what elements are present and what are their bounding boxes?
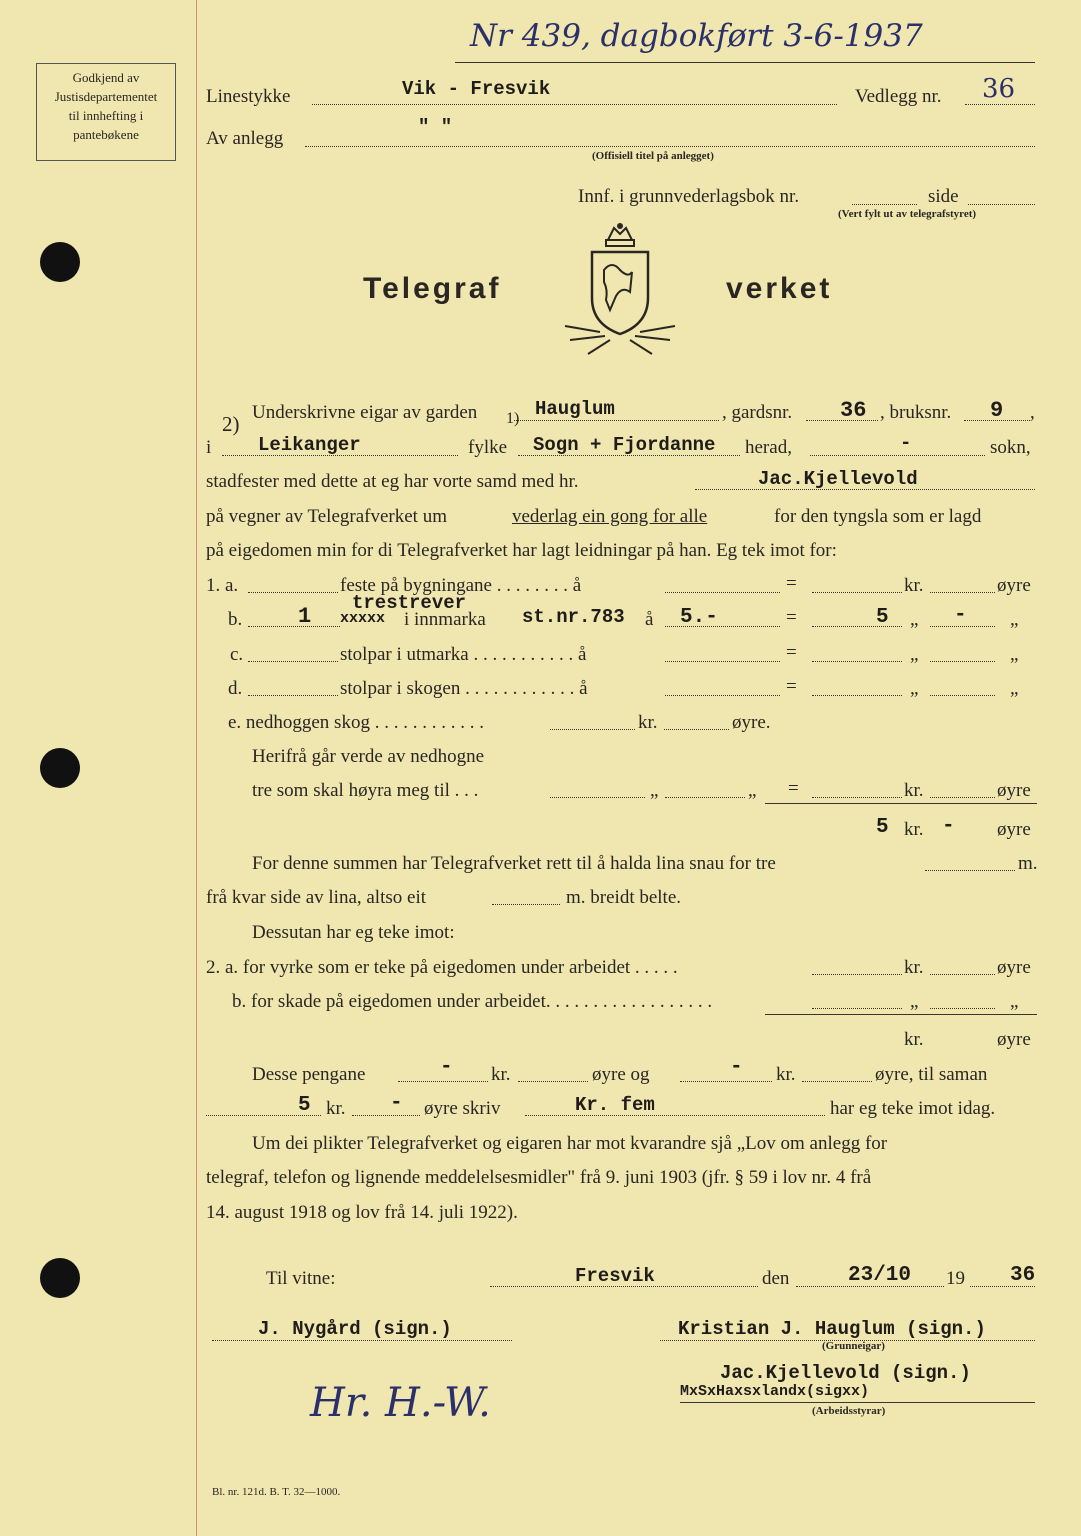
footnote-marker: 1): [506, 410, 520, 427]
row-1b-text: i innmarka: [404, 609, 486, 630]
unit-price: 5.-: [680, 606, 718, 629]
law-text-1: Um dei plikter Telegrafverket og eigaren har mot kvarandre sjå „Lov om anlegg for: [252, 1133, 888, 1154]
form-number: Bl. nr. 121d. B. T. 32—1000.: [212, 1486, 341, 1498]
fylke-value: Sogn + Fjordanne: [533, 434, 716, 456]
pole-type: trestrever: [352, 592, 467, 614]
agreement-text: stadfester med dette at eg har vorte samd med hr.: [206, 471, 579, 492]
comma: ,: [1030, 402, 1035, 423]
ditto-mark: „: [1010, 991, 1019, 1012]
linestykke-value: Vik - Fresvik: [402, 78, 551, 100]
oyre-label: øyre: [997, 575, 1031, 596]
equals: =: [786, 607, 797, 628]
additional-receipts-text: Dessutan har eg teke imot:: [252, 922, 455, 943]
received-today-text: har eg teke imot idag.: [830, 1098, 996, 1119]
equals: =: [786, 642, 797, 663]
fylke-label: fylke: [468, 437, 508, 458]
bruksnr-value: 9: [990, 398, 1004, 423]
ditto-mark: „: [650, 780, 659, 801]
gardsnr-value: 36: [840, 398, 867, 423]
innf-label: Innf. i grunnvederlagsbok nr.: [578, 186, 800, 207]
pole-count: 1: [298, 604, 312, 629]
row-1a-label: 1. a.: [206, 575, 239, 596]
oyre-label: øyre: [997, 819, 1031, 840]
vedlegg-value: 36: [982, 74, 1016, 104]
item-number-2: 2): [222, 412, 240, 436]
av-anlegg-label: Av anlegg: [206, 128, 284, 149]
punch-hole: [40, 242, 80, 282]
row-1d-text: stolpar i skogen . . . . . . . . . . . . å: [340, 678, 588, 699]
owner-role: (Grunneigar): [822, 1340, 885, 1352]
row-1b-oyre-value: -: [954, 604, 967, 627]
punch-hole: [40, 748, 80, 788]
deduction-text-2: tre som skal høyra meg til . . .: [252, 780, 479, 801]
station-number: st.nr.783: [522, 606, 625, 628]
ditto-mark: „: [910, 609, 919, 630]
sum-kr-value: 5: [876, 816, 889, 839]
money-text: Desse pengane: [252, 1064, 366, 1085]
herad-value: -: [900, 432, 912, 454]
witness-label: Til vitne:: [266, 1268, 336, 1289]
struck-foreman-text: MxSxHaxsxlandx(sigxx): [680, 1383, 870, 1400]
receipt-intro-text: på eigedomen min for di Telegrafverket har lagt leidningar på han. Eg tek imot for:: [206, 540, 837, 561]
row-1b-at: å: [645, 609, 654, 630]
struck-text: xxxxx: [340, 610, 386, 627]
ditto-mark: „: [910, 678, 919, 699]
total-kr-value: 5: [298, 1094, 311, 1117]
oyre-label: øyre: [997, 957, 1031, 978]
bruksnr-label: , bruksnr.: [880, 402, 952, 423]
oyre-label: øyre: [997, 780, 1031, 801]
vedlegg-label: Vedlegg nr.: [855, 86, 942, 107]
av-anlegg-value: " ": [418, 116, 453, 138]
approval-stamp: Godkjend av Justisdepartementet til innhefting i pantebøkene: [36, 63, 176, 161]
owner-statement-label: Underskrivne eigar av garden: [252, 402, 478, 423]
gardsnr-label: , gardsnr.: [722, 402, 793, 423]
equals: =: [786, 676, 797, 697]
handwritten-registration: Nr 439, dagbokført 3-6-1937: [470, 18, 923, 54]
sum-rule: [765, 803, 1037, 804]
oyre-og-label: øyre og: [592, 1064, 650, 1085]
signing-place: Fresvik: [575, 1265, 655, 1287]
innf-note: (Vert fylt ut av telegrafstyret): [838, 208, 977, 220]
amount-2: -: [730, 1056, 743, 1079]
anlegg-note: (Offisiell titel på anlegget): [592, 150, 714, 162]
kr-label: kr.: [326, 1098, 346, 1119]
den-label: den: [762, 1268, 790, 1289]
witness-signature: J. Nygård (sign.): [258, 1318, 452, 1340]
belt-width-text: m. breidt belte.: [566, 887, 682, 908]
signing-year: 36: [1010, 1264, 1036, 1287]
burden-text: for den tyngsla som er lagd: [774, 506, 982, 527]
red-margin-line: [196, 0, 197, 1536]
herad-label: herad,: [745, 437, 792, 458]
owner-signature: Kristian J. Hauglum (sign.): [678, 1318, 986, 1340]
amount-1: -: [440, 1056, 453, 1079]
kr-label: kr.: [904, 957, 924, 978]
ditto-mark: „: [1010, 678, 1019, 699]
sokn-label: sokn,: [990, 437, 1031, 458]
write-label: øyre skriv: [424, 1098, 501, 1119]
row-1e-text: e. nedhoggen skog . . . . . . . . . . . .: [228, 712, 484, 733]
kr-label: kr.: [904, 780, 924, 801]
ditto-mark: „: [910, 991, 919, 1012]
total-oyre-value: -: [390, 1092, 403, 1115]
clearance-text: For denne summen har Telegrafverket rett til å halda lina snau for tre: [252, 853, 776, 874]
row-1b-label: b.: [228, 609, 243, 630]
behalf-text: på vegner av Telegrafverket um: [206, 506, 447, 527]
row-2b-text: b. for skade på eigedomen under arbeidet. . . . . . . . . . . . . . . . . .: [232, 991, 713, 1012]
title-telegraf: Telegraf: [363, 272, 502, 305]
law-text-3: 14. august 1918 og lov frå 14. juli 1922).: [206, 1202, 518, 1223]
linestykke-label: Linestykke: [206, 86, 291, 107]
law-text-2: telegraf, telefon og lignende meddelelsesmidler" frå 9. juni 1903 (jfr. § 59 i lov nr. 4 frå: [206, 1167, 872, 1188]
equals: =: [786, 573, 797, 594]
farm-name: Hauglum: [535, 398, 615, 420]
i-label: i: [206, 437, 212, 458]
oyre-label: øyre.: [732, 712, 771, 733]
metre-label: m.: [1018, 853, 1038, 874]
kr-label: kr.: [491, 1064, 511, 1085]
total-rule: [765, 1014, 1037, 1015]
row-1b-kr-value: 5: [876, 606, 889, 629]
deduction-text-1: Herifrå går verde av nedhogne: [252, 746, 485, 767]
title-verket: verket: [726, 272, 833, 305]
ditto-mark: „: [910, 644, 919, 665]
row-1c-label: c.: [230, 644, 244, 665]
ditto-mark: „: [748, 780, 757, 801]
row-1a-text: feste på bygningane . . . . . . . . å: [340, 575, 582, 596]
ditto-mark: „: [1010, 644, 1019, 665]
punch-hole: [40, 1258, 80, 1298]
row-1d-label: d.: [228, 678, 243, 699]
equals: =: [788, 778, 799, 799]
total-label: øyre, til saman: [875, 1064, 988, 1085]
side-label: side: [928, 186, 959, 207]
sum-oyre-value: -: [942, 815, 955, 838]
coat-of-arms-icon: [560, 220, 680, 360]
ditto-mark: „: [1010, 609, 1019, 630]
representative-name: Jac.Kjellevold: [758, 468, 918, 490]
signing-date: 23/10: [848, 1264, 912, 1287]
row-2a-text: 2. a. for vyrke som er teke på eigedomen under arbeidet . . . . .: [206, 957, 678, 978]
foreman-role: (Arbeidsstyrar): [812, 1405, 886, 1417]
kommune-value: Leikanger: [258, 434, 361, 456]
belt-text: frå kvar side av lina, altso eit: [206, 887, 427, 908]
handwritten-initials: Hr. H.-W.: [310, 1380, 491, 1426]
row-1c-text: stolpar i utmarka . . . . . . . . . . . å: [340, 644, 587, 665]
kr-label: kr.: [904, 1029, 924, 1050]
year-prefix: 19: [946, 1268, 965, 1289]
kr-label: kr.: [904, 575, 924, 596]
oyre-label: øyre: [997, 1029, 1031, 1050]
amount-in-words: Kr. fem: [575, 1094, 655, 1116]
kr-label: kr.: [638, 712, 658, 733]
foreman-signature: Jac.Kjellevold (sign.): [720, 1362, 971, 1384]
kr-label: kr.: [776, 1064, 796, 1085]
kr-label: kr.: [904, 819, 924, 840]
one-time-payment-text: vederlag ein gong for alle: [512, 506, 708, 527]
